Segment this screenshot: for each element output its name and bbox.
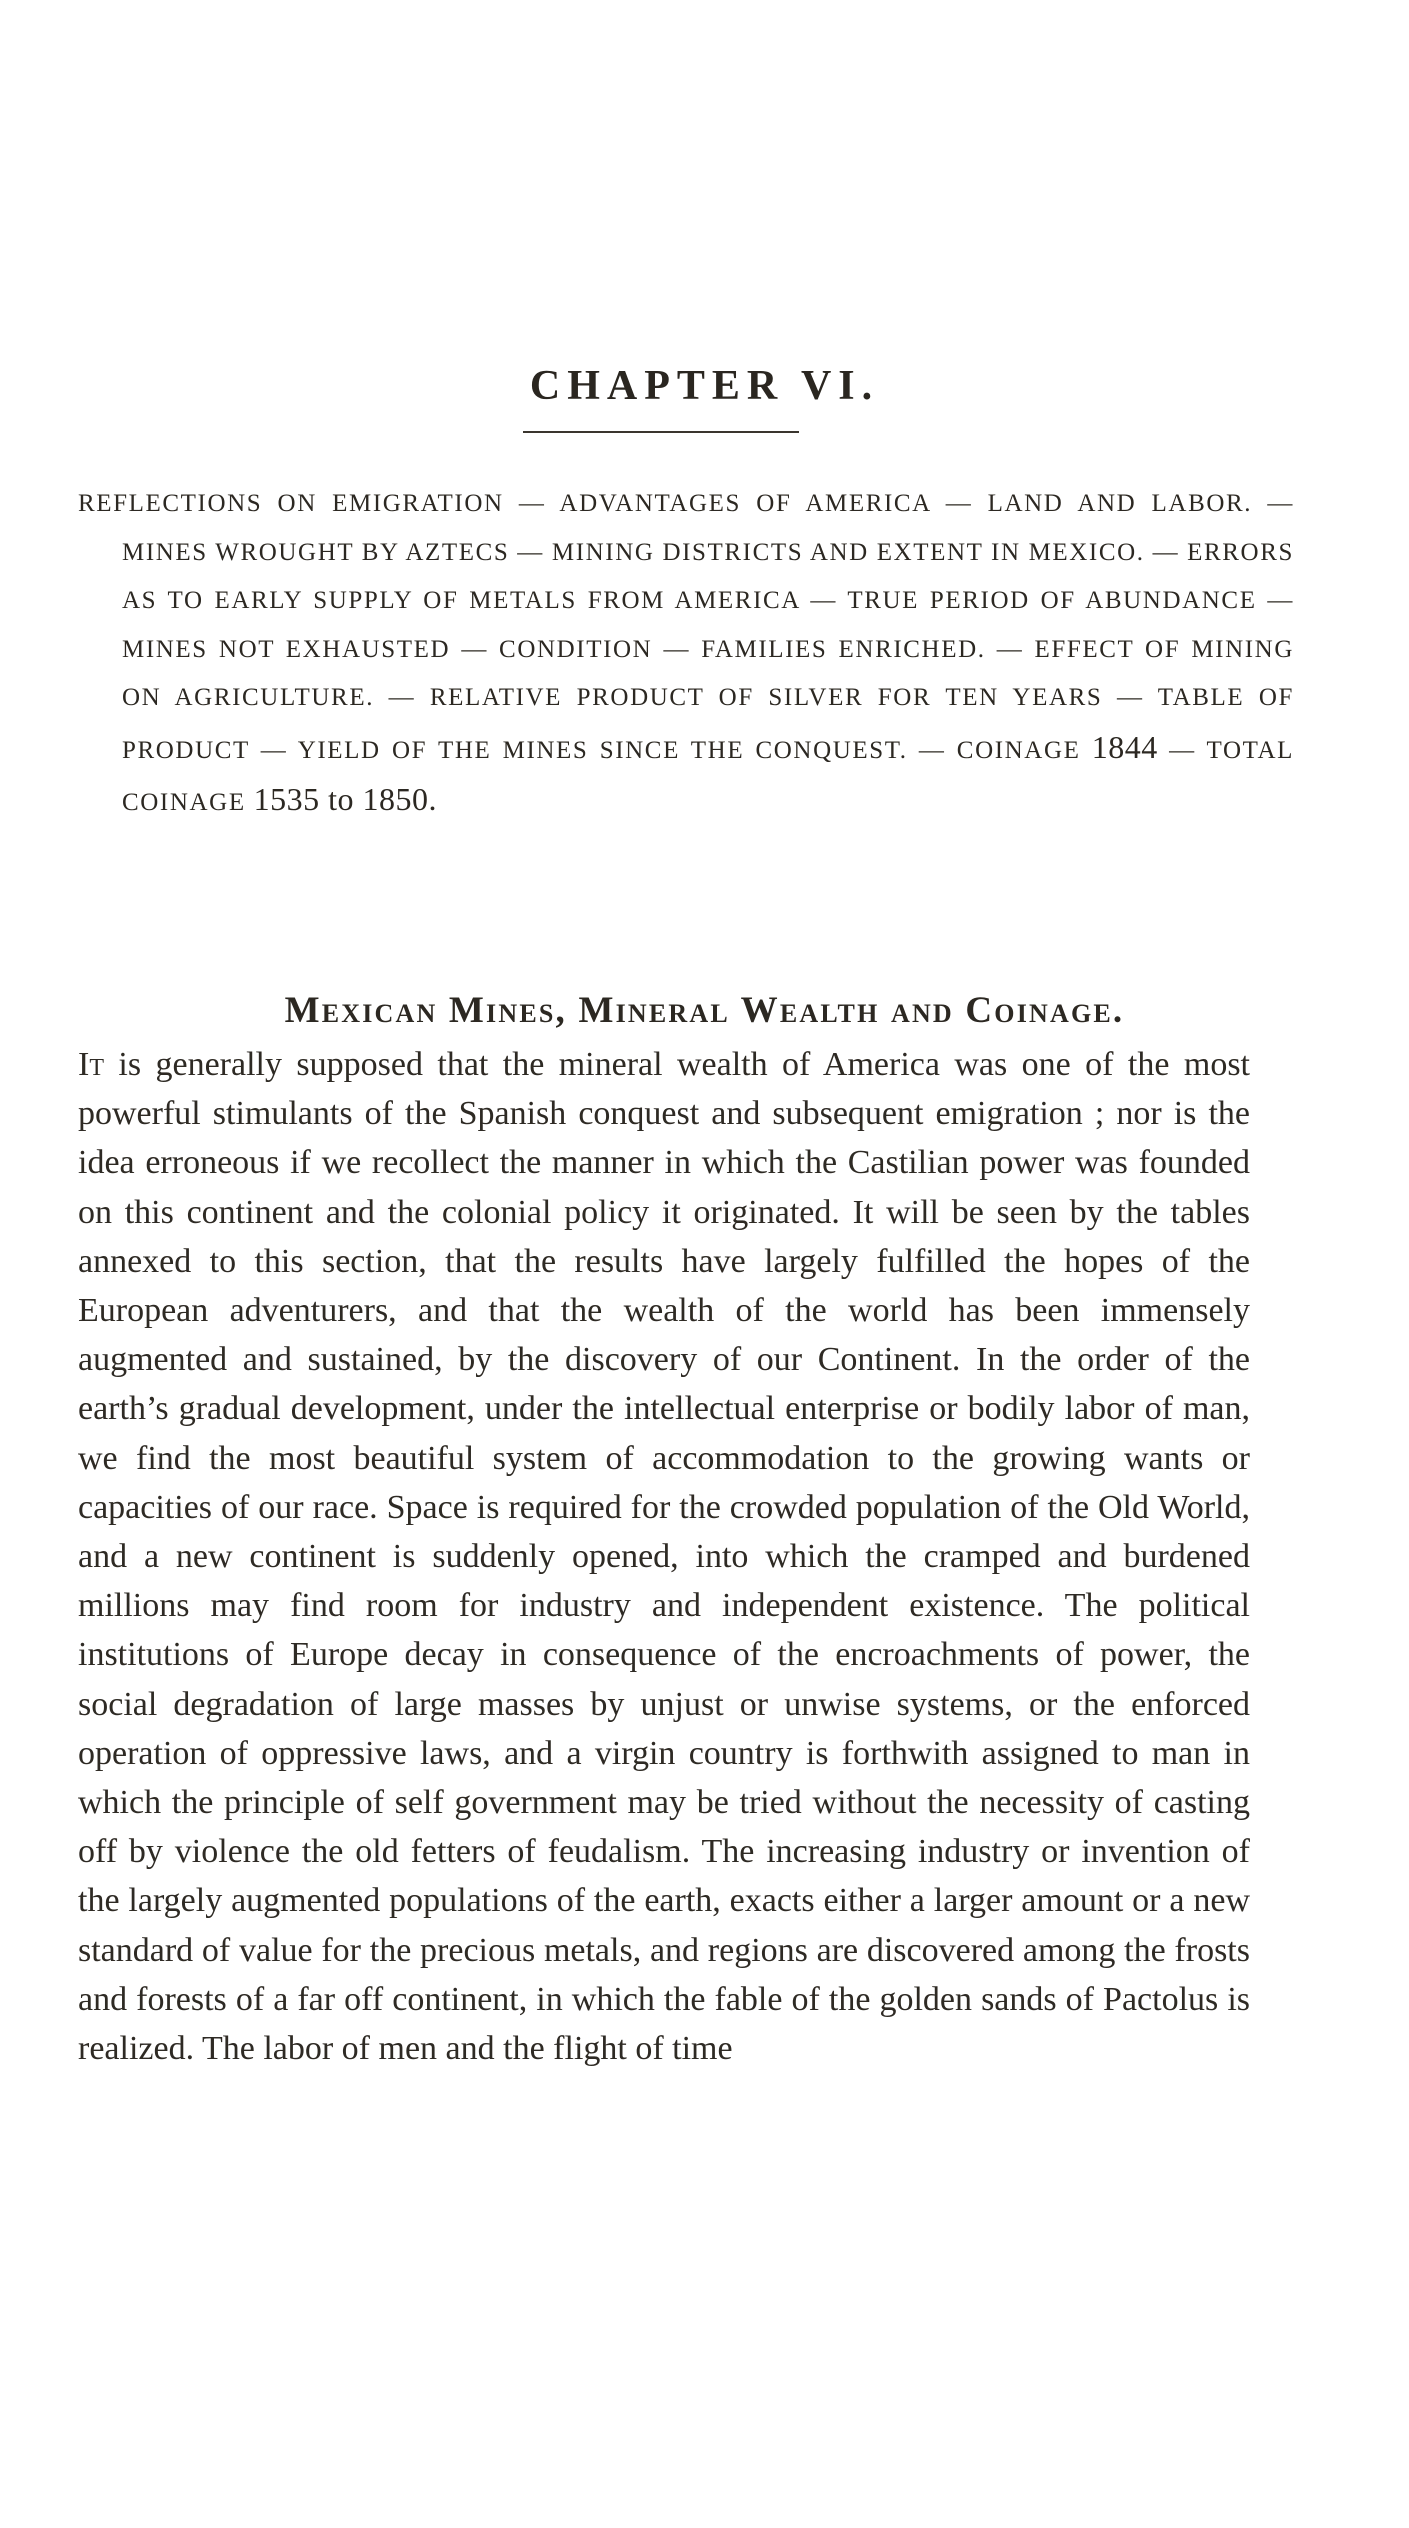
synopsis-year-range: 1535 to 1850. xyxy=(253,781,437,817)
body-first-word: It xyxy=(78,1046,104,1083)
synopsis-total-coinage: — TOTAL COINAGE xyxy=(122,736,1295,816)
body-paragraph-text: is generally supposed that the mineral wealth of America was one of the most powerful stimulants of the Spanish conquest and subsequent emigration ; nor is the idea erroneous if we recollect the manner in which the Castilian power was founded on this continent and the colonial policy it originated. It will be seen by the tables annexed to this section, that the results have largely fulfilled the hopes of the European adventurers, and that the wealth of the world has been immensely augmented and sustained, by the discovery of our Continent. In the order of the earth’s gradual development, under the intellectual enterprise or bodily labor of man, we find the most beautiful system of accommodation to the growing wants or capacities of our race. Space is required for the crowded population of the Old World, and a new continent is suddenly opened, into which the cramped and burdened millions may find room for industry and independent existence. The political institutions of Europe decay in consequence of the encroachments of power, the social degradation of large masses by unjust or unwise systems, or the enforced operation of oppressive laws, and a virgin country is forthwith assigned to man in which the principle of self government may be tried without the necessity of casting off by violence the old fetters of feudalism. The increasing industry or invention of the largely augmented populations of the earth, exacts either a larger amount or a new standard of value for the precious metals, and regions are discovered among the frosts and forests of a far off continent, in which the fable of the golden sands of Pactolus is realized. The labor of men and the flight of time xyxy=(78,1046,1250,2068)
title-rule xyxy=(523,431,799,433)
chapter-synopsis xyxy=(78,480,1294,828)
synopsis-text: REFLECTIONS ON EMIGRATION — ADVANTAGES OF AMERICA — LAND AND LABOR. — MINES WROUGHT BY AZTECS — MINING DISTRICTS AND EXTENT IN MEXICO. — ERRORS AS TO EARLY SUPPLY OF METALS FROM AMERICA — TRUE PERIOD OF ABUNDANCE — MINES NOT EXHAUSTED — CONDITION — FAMILIES ENRICHED. — EFFECT OF MINING ON AGRICULTURE. — RELATIVE PRODUCT OF SILVER FOR TEN YEARS — TABLE OF PRODUCT — YIELD OF THE MINES SINCE THE CONQUEST. — COINAGE xyxy=(78,490,1294,764)
body-paragraph xyxy=(78,1040,1250,2073)
synopsis-year-1844: 1844 xyxy=(1091,728,1158,765)
section-heading: Mexican Mines, Mineral Wealth and Coinage. xyxy=(284,989,1125,1031)
chapter-title: CHAPTER VI. xyxy=(529,363,880,410)
